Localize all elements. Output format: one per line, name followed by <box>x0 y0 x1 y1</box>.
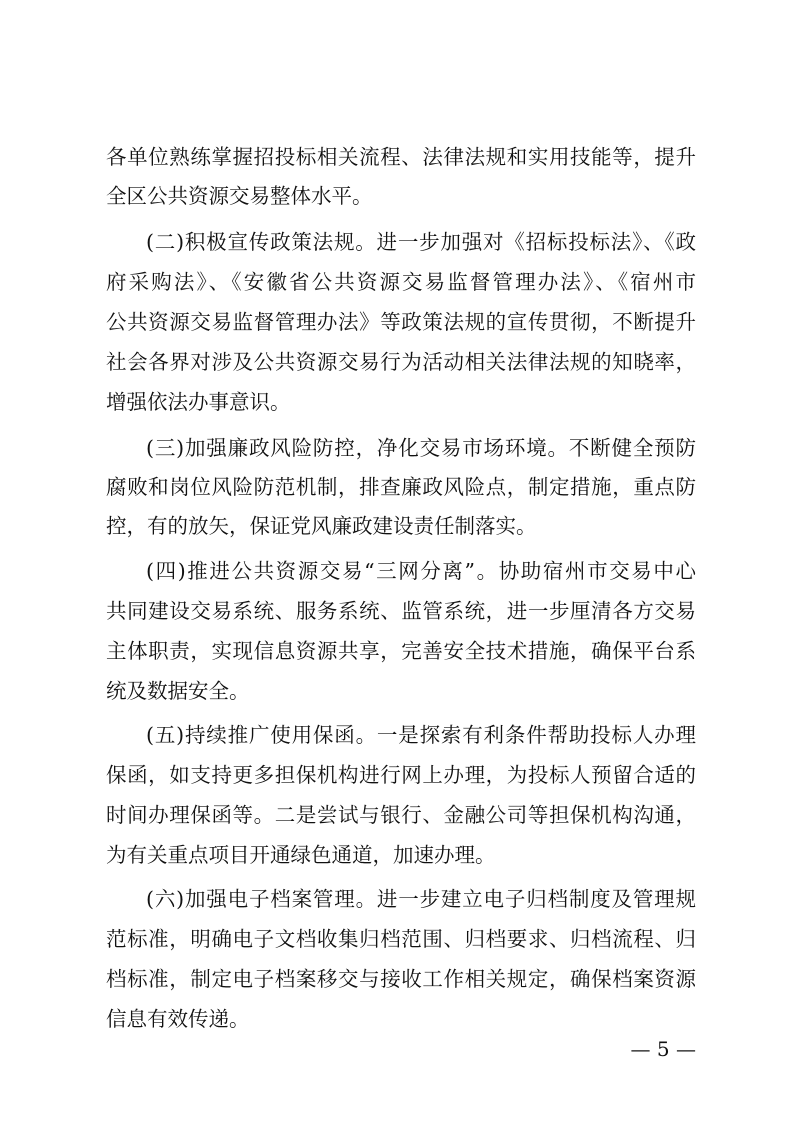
body-text-line: 社会各界对涉及公共资源交易行为活动相关法律法规的知晓率， <box>106 350 696 374</box>
section-heading-line: (二)积极宣传政策法规。进一步加强对《招标投标法》、《政 <box>146 230 696 254</box>
body-text-line: 全区公共资源交易整体水平。 <box>106 184 373 208</box>
body-text-line: 信息有效传递。 <box>106 1007 250 1031</box>
body-text-line: 府采购法》、《安徽省公共资源交易监督管理办法》、《宿州市 <box>106 270 696 294</box>
body-text-line: 档标准，制定电子档案移交与接收工作相关规定，确保档案资源 <box>106 967 696 991</box>
body-text-line: 主体职责，实现信息资源共享，完善安全技术措施，确保平台系 <box>106 639 696 663</box>
page-number: — 5 — <box>630 1037 696 1061</box>
section-heading-line: (五)持续推广使用保函。一是探索有利条件帮助投标人办理 <box>146 723 696 747</box>
body-text-line: 时间办理保函等。二是尝试与银行、金融公司等担保机构沟通， <box>106 803 696 827</box>
body-text-line: 增强依法办事意识。 <box>106 390 291 414</box>
body-text-line: 共同建设交易系统、服务系统、监管系统，进一步厘清各方交易 <box>106 599 696 623</box>
section-heading-line: (六)加强电子档案管理。进一步建立电子归档制度及管理规 <box>146 887 696 911</box>
body-text-line: 腐败和岗位风险防范机制，排查廉政风险点，制定措施，重点防 <box>106 475 696 499</box>
section-heading-line: (三)加强廉政风险防控，净化交易市场环境。不断健全预防 <box>146 436 696 460</box>
body-text-line: 控，有的放矢，保证党风廉政建设责任制落实。 <box>106 514 537 538</box>
body-text-line: 保函，如支持更多担保机构进行网上办理，为投标人预留合适的 <box>106 763 696 787</box>
body-text-line: 范标准，明确电子文档收集归档范围、归档要求、归档流程、归 <box>106 927 696 951</box>
section-heading-line: (四)推进公共资源交易“三网分离”。协助宿州市交易中心 <box>146 559 696 583</box>
body-text-line: 为有关重点项目开通绿色通道，加速办理。 <box>106 843 496 867</box>
body-text-line: 公共资源交易监督管理办法》等政策法规的宣传贯彻，不断提升 <box>106 310 696 334</box>
body-text-line: 统及数据安全。 <box>106 679 250 703</box>
body-text-line: 各单位熟练掌握招投标相关流程、法律法规和实用技能等，提升 <box>106 145 696 169</box>
